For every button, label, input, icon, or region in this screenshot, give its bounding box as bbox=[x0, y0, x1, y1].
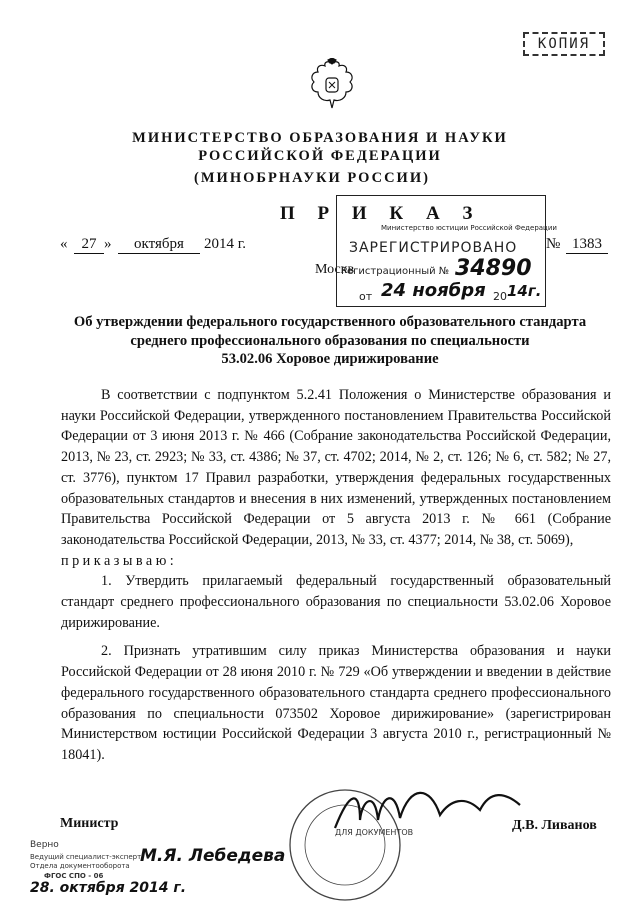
registration-status: ЗАРЕГИСТРИРОВАНО bbox=[349, 240, 518, 256]
copy-certified-note: Верно bbox=[30, 840, 59, 850]
copy-stamp-code: ФГОС СПО - 06 bbox=[44, 872, 104, 880]
registration-year-prefix: 20 bbox=[493, 290, 507, 303]
coat-of-arms-icon bbox=[306, 58, 358, 114]
registration-date-prefix: от bbox=[359, 290, 373, 303]
registration-ministry: Министерство юстиции Российской Федерации bbox=[381, 224, 557, 232]
date-open-quote: « bbox=[60, 236, 68, 252]
document-type: П Р И К А З bbox=[280, 203, 482, 224]
date-day: 27 bbox=[74, 236, 104, 254]
copy-certified-date: 28. октября 2014 г. bbox=[30, 880, 187, 896]
registration-number: 34890 bbox=[455, 256, 532, 281]
registration-year-handwritten: 14г. bbox=[507, 282, 542, 300]
minister-signature-icon bbox=[330, 780, 530, 840]
copy-certifier-title: Ведущий специалист-эксперт bbox=[30, 853, 142, 861]
copy-certifier-signature: М.Я. Лебедева bbox=[140, 846, 286, 866]
ministry-name-line2: РОССИЙСКОЙ ФЕДЕРАЦИИ bbox=[198, 148, 442, 164]
date-year: 2014 г. bbox=[204, 236, 246, 252]
order-title bbox=[60, 313, 600, 369]
order-title-line3: 53.02.06 Хоровое дирижирование bbox=[221, 351, 439, 367]
ministry-name-line1: МИНИСТЕРСТВО ОБРАЗОВАНИЯ И НАУКИ bbox=[132, 130, 508, 146]
date-close-quote: » bbox=[104, 236, 112, 252]
registration-stamp bbox=[336, 195, 557, 307]
preamble-paragraph: В соответствии с подпунктом 5.2.41 Положения о Министерстве образования и науки Российской Федерации, утвержденного постановлением Правительства Российской Федерации от 3 июня 2013 г. № 466 (Собрание законодательства Российской Федерации, 2013, № 23, ст. 2923; № 33, ст. 4386; № 37, ст. 4702; 2014, № 2, ст. 126; № 6, ст. 582; № 27, ст. 3776), пунктом 17 Правил разработки, утверждения федеральных государственных образовательных стандартов и внесения в них изменений, утвержденных постановлением Правительства Российской Федерации от 5 августа 2013 г. № 661 (Собрание законодательства Российской Федерации, 2013, № 33, ст. 4377; 2014, № 38, ст. 5069), bbox=[61, 387, 611, 548]
copy-certifier-department: Отдела документооборота bbox=[30, 862, 130, 870]
city-name: Москв bbox=[315, 262, 355, 277]
signatory-position: Министр bbox=[60, 816, 119, 831]
registration-date-handwritten: 24 ноября bbox=[381, 280, 486, 301]
order-title-line1: Об утверждении федерального государственного образовательного стандарта bbox=[73, 314, 587, 330]
order-number-sign: № bbox=[546, 236, 561, 252]
signatory-name: Д.В. Ливанов bbox=[512, 818, 597, 833]
seal-text: ДЛЯ ДОКУМЕНТОВ bbox=[335, 828, 414, 837]
copy-stamp: КОПИЯ bbox=[523, 32, 605, 56]
order-number: 1383 bbox=[566, 236, 608, 254]
order-title-line2: среднего профессионального образования по специальности bbox=[130, 332, 530, 349]
order-item-2: 2. Признать утратившим силу приказ Министерства образования и науки Российской Федерации от 28 июня 2010 г. № 729 «Об утверждении и введении в действие федерального государственного образовательного стандарта среднего профессионального образования по специальности 073502 Хоровое дирижирование» (зарегистрирован Министерством юстиции Российской Федерации 3 августа 2010 г., регистрационный № 18041). bbox=[61, 643, 611, 763]
registration-number-label: Регистрационный № bbox=[341, 266, 450, 277]
ministry-short-name: (МИНОБРНАУКИ РОССИИ) bbox=[194, 170, 430, 186]
order-body bbox=[61, 385, 611, 766]
prikazyvayu-word: приказываю: bbox=[61, 552, 178, 569]
order-item-1: 1. Утвердить прилагаемый федеральный государственный образовательный стандарт среднего профессионального образования по специальности 53.02.06 Хоровое дирижирование. bbox=[61, 573, 611, 631]
date-month: октября bbox=[118, 236, 200, 254]
